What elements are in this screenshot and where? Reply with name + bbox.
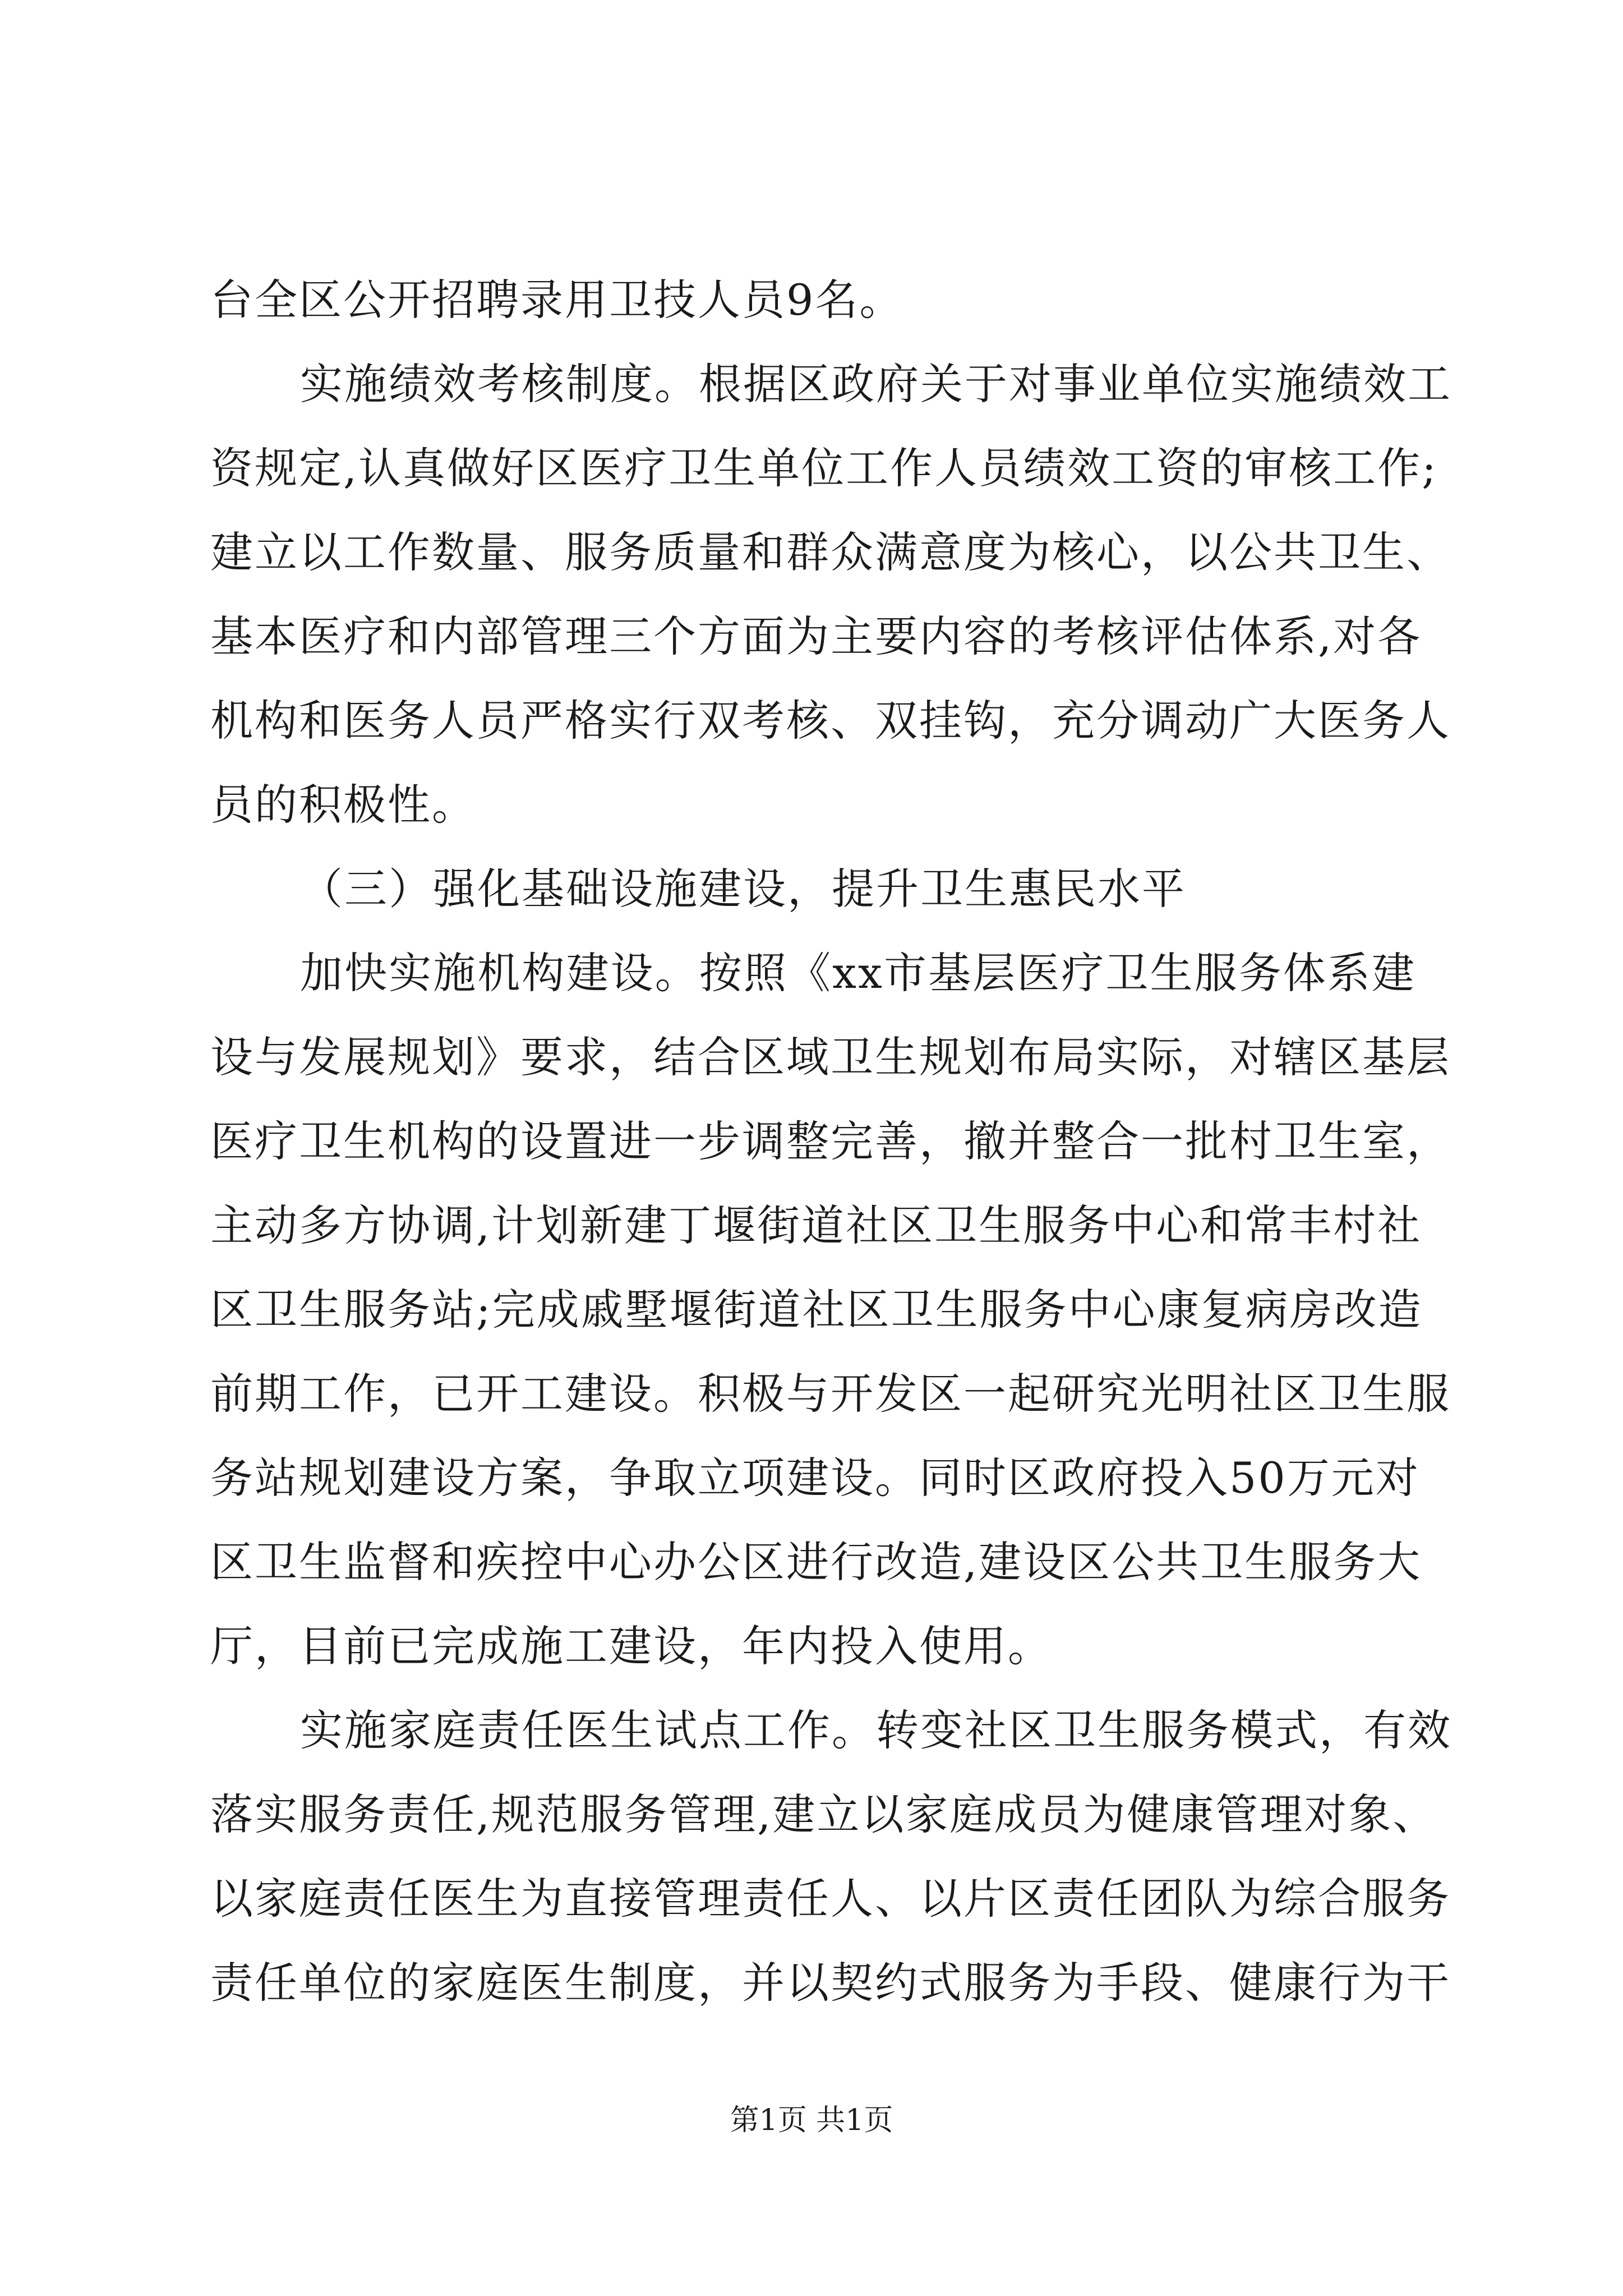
page-footer: 第1页 共1页 xyxy=(730,2104,893,2137)
text-line: 主动多方协调,计划新建丁堰街道社区卫生服务中心和常丰村社 xyxy=(210,1200,1422,1250)
text-line: 厅，目前已完成施工建设，年内投入使用。 xyxy=(210,1621,1052,1671)
text-line: 机构和医务人员严格实行双考核、双挂钩，充分调动广大医务人 xyxy=(210,696,1451,746)
text-line: 以家庭责任医生为直接管理责任人、以片区责任团队为综合服务 xyxy=(210,1874,1451,1924)
text-line: 医疗卫生机构的设置进一步调整完善，撤并整合一批村卫生室， xyxy=(210,1116,1451,1166)
text-line: 建立以工作数量、服务质量和群众满意度为核心，以公共卫生、 xyxy=(210,527,1451,577)
text-line: 前期工作，已开工建设。积极与开发区一起研究光明社区卫生服 xyxy=(210,1369,1451,1419)
text-line: 设与发展规划》要求，结合区域卫生规划布局实际，对辖区基层 xyxy=(210,1032,1451,1082)
paragraph-start-line: 加快实施机构建设。按照《xx市基层医疗卫生服务体系建 xyxy=(300,948,1416,998)
text-line: 责任单位的家庭医生制度，并以契约式服务为手段、健康行为干 xyxy=(210,1958,1451,2008)
text-line: 资规定,认真做好区医疗卫生单位工作人员绩效工资的审核工作; xyxy=(210,443,1438,493)
paragraph-start-line: 实施绩效考核制度。根据区政府关于对事业单位实施绩效工 xyxy=(300,359,1452,409)
text-line: 区卫生监督和疾控中心办公区进行改造,建设区公共卫生服务大 xyxy=(210,1537,1422,1587)
paragraph-start-line: 实施家庭责任医生试点工作。转变社区卫生服务模式，有效 xyxy=(300,1705,1452,1755)
text-line: 台全区公开招聘录用卫技人员9名。 xyxy=(210,275,904,325)
text-line: 员的积极性。 xyxy=(210,780,476,830)
text-line: 落实服务责任,规范服务管理,建立以家庭成员为健康管理对象、 xyxy=(210,1789,1437,1839)
section-heading: （三）强化基础设施建设，提升卫生惠民水平 xyxy=(300,864,1186,914)
document-body xyxy=(210,258,1452,2025)
text-line: 务站规划建设方案，争取立项建设。同时区政府投入50万元对 xyxy=(210,1453,1420,1503)
text-line: 基本医疗和内部管理三个方面为主要内容的考核评估体系,对各 xyxy=(210,611,1422,661)
text-line: 区卫生服务站;完成戚墅堰街道社区卫生服务中心康复病房改造 xyxy=(210,1285,1423,1335)
